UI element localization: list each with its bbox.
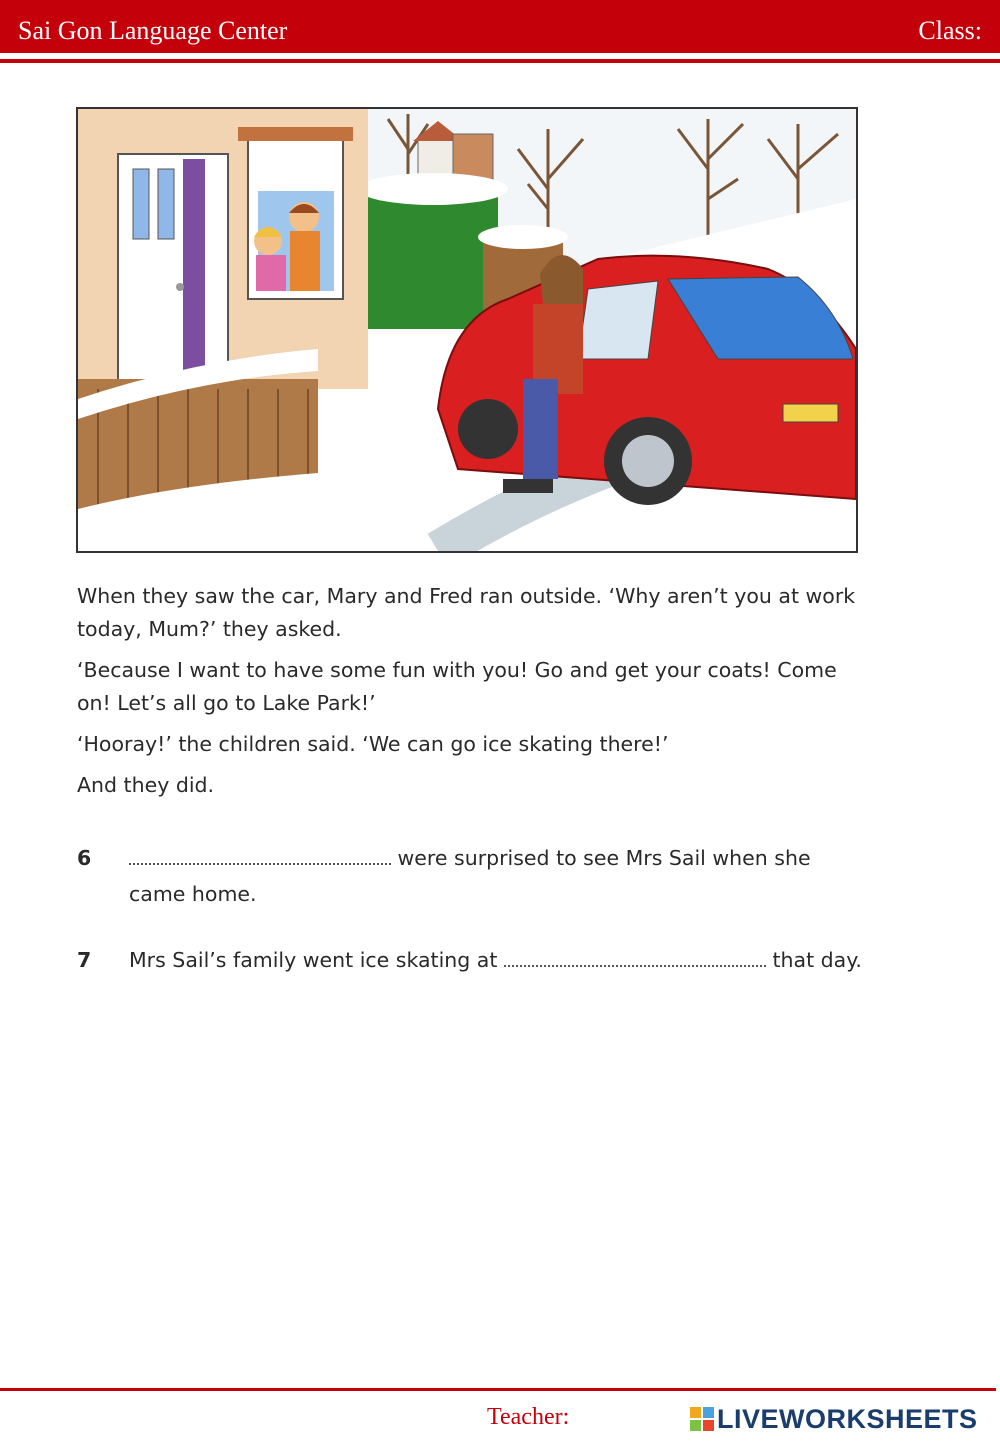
question-text-before: Mrs Sail’s family went ice skating at bbox=[129, 948, 498, 972]
answer-blank-6[interactable] bbox=[129, 841, 391, 865]
header-divider bbox=[0, 59, 1000, 63]
footer-divider bbox=[0, 1388, 996, 1391]
story-paragraph-1: When they saw the car, Mary and Fred ran outside. ‘Why aren’t you at work today, Mum?’ they asked. bbox=[77, 584, 856, 641]
school-name: Sai Gon Language Center bbox=[18, 16, 288, 45]
question-number: 7 bbox=[77, 948, 92, 972]
question-body bbox=[129, 942, 869, 978]
teacher-label: Teacher: bbox=[487, 1404, 570, 1430]
question-body bbox=[129, 840, 869, 912]
story-text bbox=[77, 580, 867, 810]
story-paragraph-4: And they did. bbox=[77, 773, 215, 797]
winter-scene-picture bbox=[78, 109, 856, 551]
brand-logo bbox=[690, 1404, 978, 1434]
question-text-after: that day. bbox=[772, 948, 862, 972]
story-paragraph-2: ‘Because I want to have some fun with you! Go and get your coats! Come on! Let’s all go to Lake Park!’ bbox=[77, 658, 837, 715]
brand-name: LIVEWORKSHEETS bbox=[717, 1403, 978, 1434]
liveworksheets-icon bbox=[690, 1407, 714, 1431]
story-paragraph-3: ‘Hooray!’ the children said. ‘We can go ice skating there!’ bbox=[77, 732, 669, 756]
answer-blank-7[interactable] bbox=[504, 943, 766, 967]
question-number: 6 bbox=[77, 846, 92, 870]
story-illustration bbox=[76, 107, 858, 553]
question-text: were surprised to see Mrs Sail when she came home. bbox=[129, 846, 811, 906]
class-label: Class: bbox=[918, 16, 982, 45]
